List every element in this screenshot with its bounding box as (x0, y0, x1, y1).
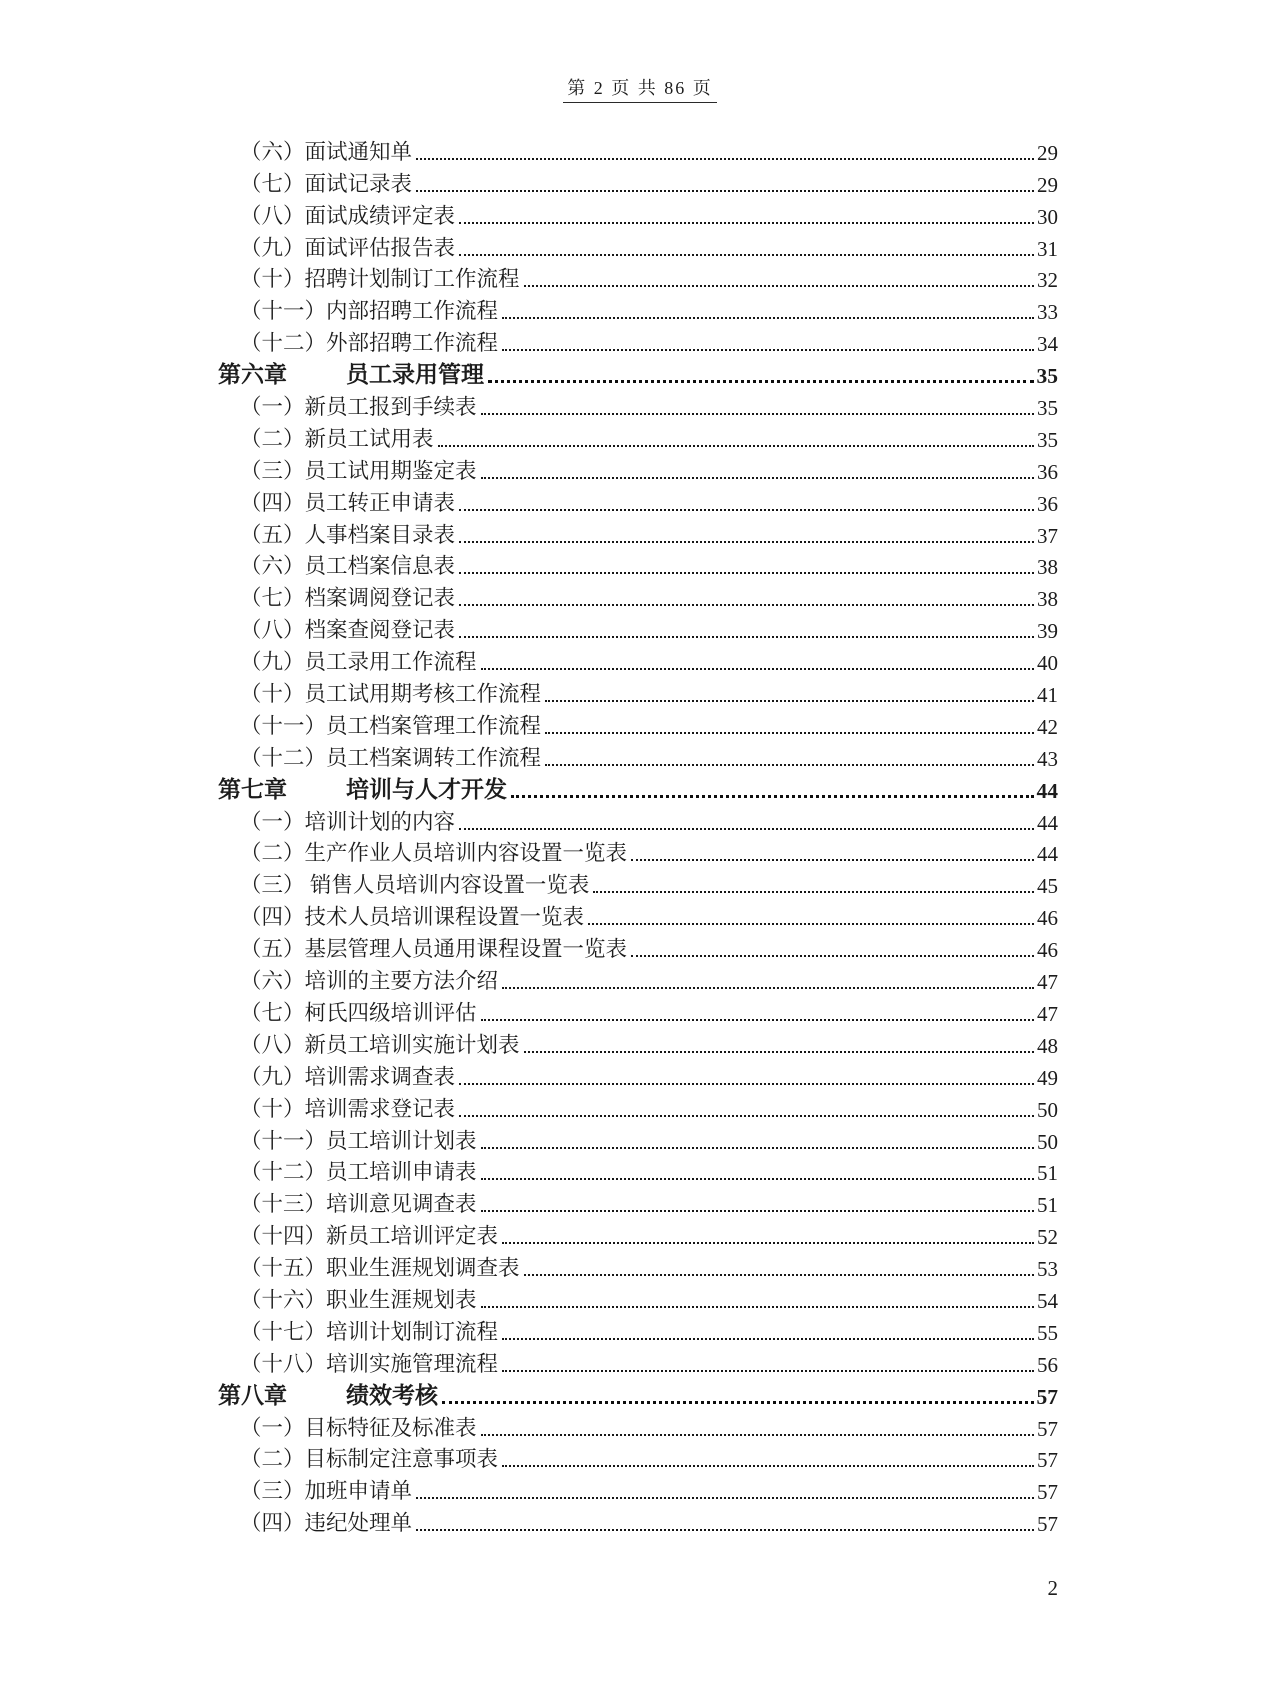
toc-entry-page: 44 (1036, 778, 1058, 803)
toc-chapter-entry (218, 357, 1058, 389)
toc-leader-dots (502, 1338, 1034, 1340)
toc-entry-page: 50 (1037, 1129, 1058, 1154)
toc-entry-label: （十）培训需求登记表 (240, 1096, 456, 1121)
toc-entry-page: 38 (1037, 587, 1058, 612)
toc-entry-page: 57 (1037, 1480, 1058, 1505)
toc-entry (218, 325, 1058, 357)
toc-entry (218, 198, 1058, 230)
toc-entry-label: （四）技术人员培训课程设置一览表 (240, 905, 585, 930)
toc-entry-page: 57 (1037, 1448, 1058, 1473)
toc-entry-label: （四）员工转正申请表 (240, 490, 456, 515)
toc-leader-dots (459, 604, 1034, 606)
toc-entry-page: 57 (1036, 1384, 1058, 1409)
toc-entry-label: （十一）员工档案管理工作流程 (240, 713, 542, 738)
toc-entry-page: 52 (1037, 1225, 1058, 1250)
toc-entry-label: （七）柯氏四级培训评估 (240, 1000, 477, 1025)
toc-leader-dots (481, 1178, 1034, 1180)
toc-entry-label: （二）目标制定注意事项表 (240, 1447, 499, 1472)
page-info: 第 2 页 共 86 页 (563, 74, 717, 103)
page-footer (218, 1576, 1062, 1601)
toc-entry-label: （二）生产作业人员培训内容设置一览表 (240, 841, 628, 866)
toc-entry (218, 1473, 1058, 1505)
toc-leader-dots (459, 828, 1034, 830)
toc-entry-page: 39 (1037, 619, 1058, 644)
toc-entry (218, 708, 1058, 740)
toc-entry-page: 38 (1037, 555, 1058, 580)
toc-chapter-title: 培训与人才开发 (346, 776, 507, 802)
toc-entry-label: （十三）培训意见调查表 (240, 1192, 477, 1217)
toc-entry (218, 166, 1058, 198)
toc-leader-dots (631, 955, 1034, 957)
toc-leader-dots (459, 222, 1034, 224)
toc-entry (218, 1314, 1058, 1346)
toc-entry (218, 676, 1058, 708)
toc-entry-page: 35 (1037, 396, 1058, 421)
toc-entry (218, 644, 1058, 676)
toc-entry-label: （五）基层管理人员通用课程设置一览表 (240, 937, 628, 962)
toc-entry-page: 51 (1037, 1161, 1058, 1186)
toc-entry-label: （十八）培训实施管理流程 (240, 1351, 499, 1376)
toc-entry-page: 31 (1037, 236, 1058, 261)
toc-entry-label: （六）培训的主要方法介绍 (240, 969, 499, 994)
toc-leader-dots (502, 987, 1034, 989)
toc-entry (218, 262, 1058, 294)
toc-entry-label: （十五）职业生涯规划调查表 (240, 1256, 520, 1281)
toc-leader-dots (502, 349, 1034, 351)
toc-entry-page: 36 (1037, 491, 1058, 516)
toc-entry-label: （十一）员工培训计划表 (240, 1128, 477, 1153)
toc-entry-label: （三）员工试用期鉴定表 (240, 458, 477, 483)
toc-entry-label: （六）员工档案信息表 (240, 554, 456, 579)
toc-entry (218, 1123, 1058, 1155)
toc-leader-dots (631, 859, 1034, 861)
toc-entry (218, 1155, 1058, 1187)
toc-entry-page: 41 (1037, 683, 1058, 708)
toc-leader-dots (524, 1051, 1034, 1053)
toc-entry-label: （四）违纪处理单 (240, 1511, 413, 1536)
toc-leader-dots (459, 572, 1034, 574)
toc-entry-label: （十）员工试用期考核工作流程 (240, 682, 542, 707)
toc-entry-label: （八）档案查阅登记表 (240, 618, 456, 643)
toc-entry-label: （十二）员工档案调转工作流程 (240, 745, 542, 770)
toc-entry-page: 30 (1037, 204, 1058, 229)
toc-entry-label: （八）新员工培训实施计划表 (240, 1032, 520, 1057)
toc-chapter-entry (218, 1378, 1058, 1410)
toc-entry (218, 1250, 1058, 1282)
table-of-contents (218, 134, 1058, 1537)
toc-entry-page: 35 (1037, 427, 1058, 452)
toc-leader-dots (416, 1529, 1034, 1531)
toc-entry-page: 34 (1037, 332, 1058, 357)
toc-entry (218, 931, 1058, 963)
toc-leader-dots (481, 1306, 1034, 1308)
toc-leader-dots (416, 158, 1034, 160)
toc-entry-page: 40 (1037, 651, 1058, 676)
toc-leader-dots (481, 1019, 1034, 1021)
toc-entry-page: 47 (1037, 1001, 1058, 1026)
toc-leader-dots (416, 1497, 1034, 1499)
toc-entry (218, 963, 1058, 995)
toc-entry-label: （十四）新员工培训评定表 (240, 1224, 499, 1249)
toc-entry (218, 230, 1058, 262)
toc-entry-page: 49 (1037, 1065, 1058, 1090)
toc-chapter-number: 第六章 (218, 362, 287, 388)
toc-leader-dots (459, 636, 1034, 638)
toc-entry-page: 46 (1037, 906, 1058, 931)
toc-entry-label: （十二）外部招聘工作流程 (240, 331, 499, 356)
toc-entry (218, 836, 1058, 868)
toc-entry-page: 29 (1037, 140, 1058, 165)
page-number: 2 (1047, 1576, 1058, 1600)
toc-entry-label: （二）新员工试用表 (240, 426, 434, 451)
toc-entry-label: （九）培训需求调查表 (240, 1064, 456, 1089)
toc-leader-dots (588, 923, 1034, 925)
toc-leader-dots (442, 1401, 1034, 1404)
toc-leader-dots (502, 1465, 1034, 1467)
toc-leader-dots (459, 254, 1034, 256)
toc-entry (218, 1059, 1058, 1091)
toc-entry (218, 1186, 1058, 1218)
toc-entry-label: （十）招聘计划制订工作流程 (240, 267, 520, 292)
toc-entry-page: 53 (1037, 1257, 1058, 1282)
toc-entry-label: （一）培训计划的内容 (240, 809, 456, 834)
toc-entry-page: 57 (1037, 1416, 1058, 1441)
toc-leader-dots (502, 1370, 1034, 1372)
toc-entry-label: （十七）培训计划制订流程 (240, 1319, 499, 1344)
toc-entry-page: 29 (1037, 172, 1058, 197)
toc-entry (218, 580, 1058, 612)
toc-entry-page: 42 (1037, 714, 1058, 739)
toc-entry-page: 45 (1037, 874, 1058, 899)
toc-entry (218, 517, 1058, 549)
toc-entry (218, 740, 1058, 772)
toc-entry (218, 1505, 1058, 1537)
toc-entry (218, 421, 1058, 453)
toc-entry-label: （六）面试通知单 (240, 139, 413, 164)
toc-entry-label: （八）面试成绩评定表 (240, 203, 456, 228)
toc-entry (218, 293, 1058, 325)
toc-leader-dots (481, 1434, 1034, 1436)
toc-chapter-number: 第八章 (218, 1382, 287, 1408)
toc-entry-page: 44 (1037, 810, 1058, 835)
toc-leader-dots (459, 541, 1034, 543)
toc-leader-dots (459, 509, 1034, 511)
toc-leader-dots (545, 700, 1034, 702)
toc-entry (218, 1027, 1058, 1059)
toc-entry-page: 57 (1037, 1512, 1058, 1537)
toc-entry-label: （十一）内部招聘工作流程 (240, 299, 499, 324)
toc-entry-label: （十六）职业生涯规划表 (240, 1287, 477, 1312)
toc-entry (218, 1442, 1058, 1474)
toc-entry-page: 32 (1037, 268, 1058, 293)
toc-leader-dots (502, 317, 1034, 319)
toc-entry (218, 612, 1058, 644)
toc-entry (218, 995, 1058, 1027)
toc-leader-dots (545, 764, 1034, 766)
toc-leader-dots (593, 891, 1034, 893)
toc-entry-label: （十二）员工培训申请表 (240, 1160, 477, 1185)
page-header (0, 74, 1280, 103)
toc-leader-dots (416, 190, 1034, 192)
toc-entry (218, 1282, 1058, 1314)
toc-entry-page: 46 (1037, 938, 1058, 963)
toc-entry (218, 1091, 1058, 1123)
toc-entry (218, 1218, 1058, 1250)
toc-entry-label: （七）档案调阅登记表 (240, 586, 456, 611)
toc-chapter-number: 第七章 (218, 776, 287, 802)
toc-entry-page: 47 (1037, 970, 1058, 995)
toc-entry-page: 54 (1037, 1288, 1058, 1313)
toc-chapter-title: 绩效考核 (346, 1382, 438, 1408)
toc-entry-page: 55 (1037, 1320, 1058, 1345)
toc-entry-label: （五）人事档案目录表 (240, 522, 456, 547)
toc-chapter-entry (218, 772, 1058, 804)
toc-entry-page: 44 (1037, 842, 1058, 867)
toc-entry (218, 804, 1058, 836)
toc-entry (218, 1410, 1058, 1442)
toc-entry-label: （三） 销售人员培训内容设置一览表 (240, 873, 590, 898)
toc-entry-label: （七）面试记录表 (240, 171, 413, 196)
toc-leader-dots (545, 732, 1034, 734)
toc-entry (218, 389, 1058, 421)
toc-entry-label: （三）加班申请单 (240, 1479, 413, 1504)
toc-leader-dots (481, 477, 1034, 479)
toc-leader-dots (481, 1147, 1034, 1149)
toc-leader-dots (481, 668, 1034, 670)
toc-entry (218, 453, 1058, 485)
toc-entry-page: 37 (1037, 523, 1058, 548)
toc-entry-page: 35 (1036, 364, 1058, 389)
toc-leader-dots (481, 1210, 1034, 1212)
toc-entry-label: （九）面试评估报告表 (240, 235, 456, 260)
toc-leader-dots (511, 795, 1034, 798)
toc-entry-page: 50 (1037, 1097, 1058, 1122)
toc-leader-dots (502, 1242, 1034, 1244)
toc-entry-page: 36 (1037, 459, 1058, 484)
toc-leader-dots (524, 285, 1034, 287)
toc-chapter-title: 员工录用管理 (346, 362, 484, 388)
toc-entry-page: 43 (1037, 746, 1058, 771)
toc-leader-dots (459, 1083, 1034, 1085)
toc-entry (218, 134, 1058, 166)
toc-entry-page: 33 (1037, 300, 1058, 325)
toc-leader-dots (488, 380, 1034, 383)
toc-leader-dots (459, 1115, 1034, 1117)
toc-entry-page: 48 (1037, 1033, 1058, 1058)
toc-entry (218, 1346, 1058, 1378)
toc-entry-page: 51 (1037, 1193, 1058, 1218)
toc-entry-page: 56 (1037, 1352, 1058, 1377)
toc-leader-dots (438, 445, 1034, 447)
toc-entry (218, 549, 1058, 581)
toc-entry-label: （一）新员工报到手续表 (240, 395, 477, 420)
toc-entry-label: （九）员工录用工作流程 (240, 650, 477, 675)
toc-leader-dots (481, 413, 1034, 415)
toc-leader-dots (524, 1274, 1034, 1276)
toc-entry (218, 867, 1058, 899)
toc-entry (218, 485, 1058, 517)
toc-entry (218, 899, 1058, 931)
toc-entry-label: （一）目标特征及标准表 (240, 1415, 477, 1440)
